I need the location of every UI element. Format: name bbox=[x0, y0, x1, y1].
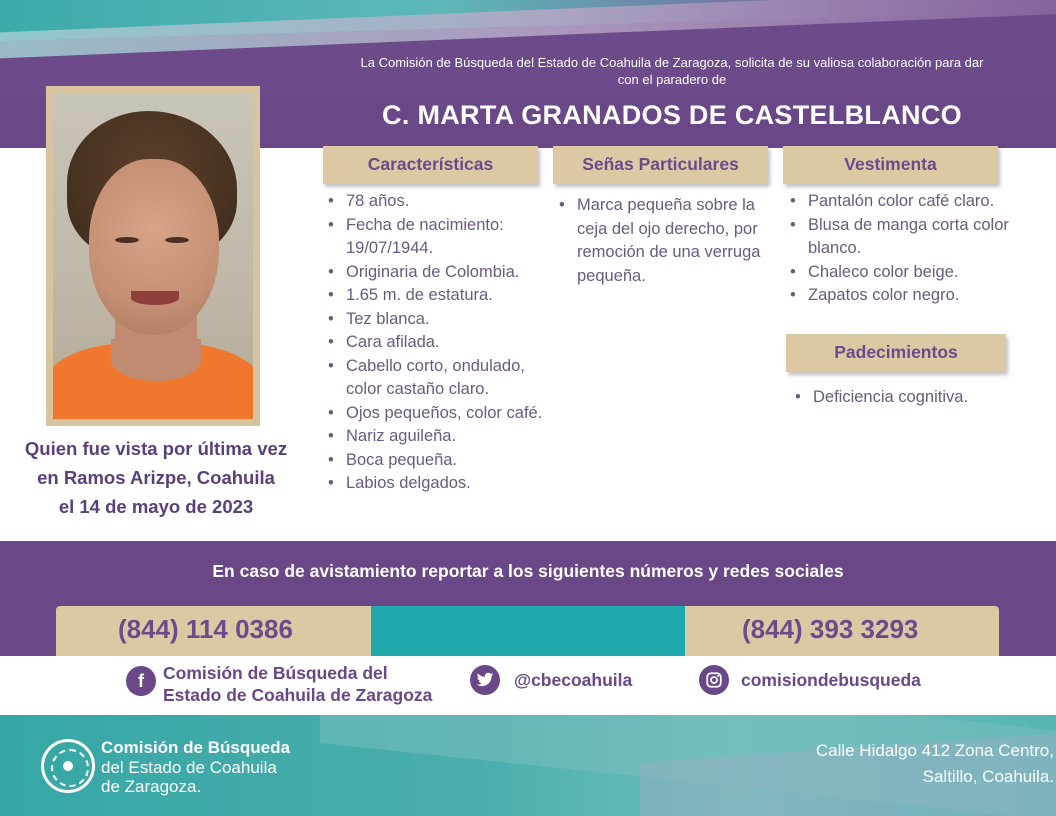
list-item: • Boca pequeña. bbox=[324, 449, 556, 473]
address bbox=[734, 738, 1054, 790]
senas-list bbox=[555, 194, 777, 288]
caracteristicas-list bbox=[324, 190, 556, 496]
phone-number-right[interactable]: (844) 393 3293 bbox=[742, 614, 919, 644]
org-line3: de Zaragoza. bbox=[101, 777, 202, 796]
padecimientos-list bbox=[791, 386, 1021, 410]
list-item: • Labios delgados. bbox=[324, 472, 556, 496]
list-item: • 1.65 m. de estatura. bbox=[324, 284, 556, 308]
facebook-line2: Estado de Coahuila de Zaragoza bbox=[163, 685, 433, 705]
caracteristicas-title: Características bbox=[323, 146, 538, 184]
list-item: • Originaria de Colombia. bbox=[324, 261, 556, 285]
list-item: • Zapatos color negro. bbox=[786, 284, 1030, 308]
last-seen-line3: el 14 de mayo de 2023 bbox=[58, 496, 254, 517]
list-item: • Chaleco color beige. bbox=[786, 261, 1030, 285]
padecimientos-title: Padecimientos bbox=[786, 334, 1006, 372]
phone-number-left[interactable]: (844) 114 0386 bbox=[118, 614, 293, 644]
address-line2: Saltillo, Coahuila. bbox=[922, 767, 1054, 786]
phone-bar-divider bbox=[371, 606, 685, 656]
list-item: • Fecha de nacimiento: 19/07/1944. bbox=[324, 214, 556, 261]
address-line1: Calle Hidalgo 412 Zona Centro, bbox=[815, 741, 1054, 760]
intro-text: La Comisión de Búsqueda del Estado de Coahuila de Zaragoza, solicita de su valiosa colaboración para dar con el paradero de bbox=[360, 55, 984, 87]
vestimenta-list bbox=[786, 190, 1030, 308]
photo-frame bbox=[46, 86, 260, 426]
vestimenta-title: Vestimenta bbox=[783, 146, 998, 184]
photo-face bbox=[89, 159, 219, 335]
last-seen-line1: Quien fue vista por última vez bbox=[24, 438, 288, 459]
list-item: • Cabello corto, ondulado, color castaño claro. bbox=[324, 355, 556, 402]
twitter-handle[interactable]: @cbecoahuila bbox=[514, 670, 633, 690]
list-item: • Marca pequeña sobre la ceja del ojo derecho, por remoción de una verruga pequeña. bbox=[555, 194, 777, 288]
photo-eye-right bbox=[165, 237, 189, 243]
list-item: • Deficiencia cognitiva. bbox=[791, 386, 1021, 410]
photo-eye-left bbox=[115, 237, 139, 243]
social-row bbox=[0, 656, 1056, 716]
list-item: • Cara afilada. bbox=[324, 331, 556, 355]
org-line2: del Estado de Coahuila bbox=[101, 757, 277, 777]
phone-box-right bbox=[685, 606, 999, 656]
last-seen-line2: en Ramos Arizpe, Coahuila bbox=[37, 467, 275, 488]
report-instructions: En caso de avistamiento reportar a los siguientes números y redes sociales bbox=[212, 561, 844, 581]
phone-box-left bbox=[56, 606, 371, 656]
last-seen-info bbox=[8, 434, 304, 521]
instagram-handle[interactable]: comisiondebusqueda bbox=[741, 670, 921, 690]
list-item: • 78 años. bbox=[324, 190, 556, 214]
footer bbox=[0, 715, 1056, 816]
photo-mouth bbox=[131, 291, 179, 305]
org-name bbox=[101, 738, 290, 797]
list-item: • Nariz aguileña. bbox=[324, 425, 556, 449]
person-name: C. MARTA GRANADOS DE CASTELBLANCO bbox=[382, 100, 962, 130]
facebook-link[interactable] bbox=[163, 662, 432, 706]
org-logo-icon bbox=[41, 739, 95, 793]
facebook-line1: Comisión de Búsqueda del bbox=[163, 663, 388, 683]
list-item: • Ojos pequeños, color café. bbox=[324, 402, 556, 426]
facebook-icon[interactable]: f bbox=[126, 666, 156, 696]
twitter-icon[interactable] bbox=[470, 665, 500, 695]
phone-bar bbox=[56, 606, 999, 656]
senas-title: Señas Particulares bbox=[553, 146, 768, 184]
list-item: • Pantalón color café claro. bbox=[786, 190, 1030, 214]
org-line1: Comisión de Búsqueda bbox=[101, 738, 290, 757]
list-item: • Tez blanca. bbox=[324, 308, 556, 332]
list-item: • Blusa de manga corta color blanco. bbox=[786, 214, 1030, 261]
missing-person-photo bbox=[53, 93, 253, 419]
instagram-icon[interactable] bbox=[699, 665, 729, 695]
photo-collar bbox=[111, 339, 201, 381]
